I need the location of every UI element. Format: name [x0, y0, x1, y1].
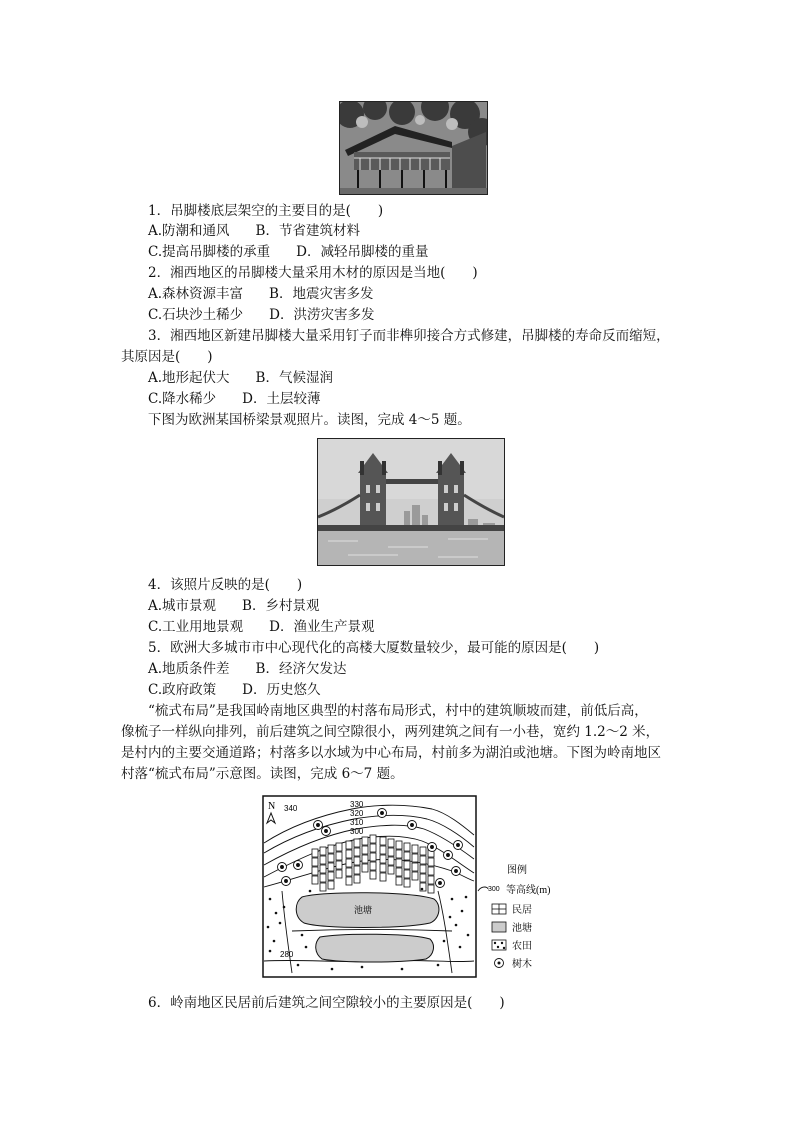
house-cell [412, 854, 418, 862]
house-cell [320, 847, 326, 855]
tree-dot [447, 854, 450, 857]
tree-dot [297, 864, 300, 867]
house-cell [388, 848, 394, 856]
tree-dot [431, 846, 434, 849]
house-cell [320, 883, 326, 891]
tree-dot [411, 824, 414, 827]
q1-options-cd [148, 243, 428, 261]
farmland-dot [467, 934, 470, 937]
tree-dot [281, 866, 284, 869]
house-cell [404, 852, 410, 860]
tree-dot [325, 830, 328, 833]
legend-contour: 等高线(m) [506, 885, 551, 896]
legend-pond-icon [492, 922, 506, 932]
farmland-dot [421, 888, 424, 891]
house-cell [370, 835, 376, 843]
house-cell [336, 870, 342, 878]
house-cell [328, 854, 334, 862]
farmland-dot [401, 968, 404, 971]
house-cell [404, 870, 410, 878]
house-cell [328, 845, 334, 853]
house-cell [412, 872, 418, 880]
north-label: N [268, 801, 276, 812]
q3-option-c[interactable]: C.降水稀少 [148, 391, 217, 407]
tree-dot [457, 844, 460, 847]
contour-label-280: 280 [280, 950, 294, 959]
intro-6-7-line4: 村落“梳式布局”示意图。读图，完成 6～7 题。 [121, 766, 404, 782]
house-cell [346, 841, 352, 849]
farmland-dot [455, 924, 458, 927]
house-cell [412, 863, 418, 871]
q2-options-cd [148, 306, 374, 324]
house-cell [328, 863, 334, 871]
house-cell [380, 864, 386, 872]
tree-dot [317, 824, 320, 827]
farmland-dot [465, 896, 468, 899]
house-cell [312, 876, 318, 884]
intro-4-5: 下图为欧洲某国桥梁景观照片。读图，完成 4～5 题。 [148, 412, 471, 428]
bridge-photo [317, 438, 505, 566]
house-cell [370, 844, 376, 852]
house-cell [362, 837, 368, 845]
farmland-dot [331, 968, 334, 971]
house-cell [412, 845, 418, 853]
farmland-dot [267, 926, 270, 929]
house-cell [312, 858, 318, 866]
q3-option-b[interactable]: B．气候湿润 [255, 370, 333, 386]
house-cell [388, 857, 394, 865]
legend-pond: 池塘 [512, 923, 532, 934]
q1-option-a[interactable]: A.防潮和通风 [148, 223, 230, 239]
house-cell [354, 848, 360, 856]
q2-stem: 2．湘西地区的吊脚楼大量采用木材的原因是当地( ) [148, 265, 478, 281]
q4-stem: 4．该照片反映的是( ) [148, 577, 303, 593]
q5-option-d[interactable]: D．历史悠久 [242, 682, 321, 698]
house-cell [428, 867, 434, 875]
house-cell [428, 858, 434, 866]
q2-options-ab [148, 285, 373, 303]
q2-option-d[interactable]: D．洪涝灾害多发 [269, 307, 375, 323]
house-cell [354, 857, 360, 865]
q1-option-c[interactable]: C.提高吊脚楼的承重 [148, 244, 271, 260]
house-cell [420, 856, 426, 864]
q6-stem: 6．岭南地区民居前后建筑之间空隙较小的主要原因是( ) [148, 995, 505, 1011]
stilt-house-photo [339, 101, 488, 195]
tree-dot [381, 812, 384, 815]
house-cell [320, 865, 326, 873]
farmland-dot [459, 946, 462, 949]
legend-title: 图例 [507, 865, 527, 876]
house-cell [396, 850, 402, 858]
village-layout-map [262, 795, 578, 979]
legend-house: 民居 [512, 905, 532, 916]
q4-options-cd [148, 618, 374, 636]
q1-stem: 1．吊脚楼底层架空的主要目的是( ) [148, 203, 384, 219]
q3-options-cd [148, 390, 320, 408]
q4-option-d[interactable]: D．渔业生产景观 [269, 619, 375, 635]
house-cell [362, 855, 368, 863]
farmland-dot [297, 964, 300, 967]
pond-label: 池塘 [354, 905, 373, 915]
q4-option-a[interactable]: A.城市景观 [148, 598, 217, 614]
q5-options-ab [148, 660, 346, 678]
legend-tree: 树木 [512, 959, 532, 970]
q5-option-b[interactable]: B．经济欠发达 [255, 661, 347, 677]
house-cell [320, 856, 326, 864]
farmland-dot [437, 964, 440, 967]
contour-label-300: 300 [350, 827, 364, 836]
farmland-dot [273, 940, 276, 943]
house-cell [380, 846, 386, 854]
farmland-dot [443, 940, 446, 943]
q2-option-c[interactable]: C.石块沙土稀少 [148, 307, 244, 323]
house-cell [396, 877, 402, 885]
house-cell [388, 866, 394, 874]
tree-dot [439, 882, 442, 885]
house-cell [396, 841, 402, 849]
q3-option-a[interactable]: A.地形起伏大 [148, 370, 230, 386]
house-cell [404, 861, 410, 869]
house-cell [336, 852, 342, 860]
farmland-dot [269, 898, 272, 901]
tree-dot [455, 870, 458, 873]
farmland-dot [449, 916, 452, 919]
legend-tree-icon [495, 959, 504, 968]
house-cell [362, 846, 368, 854]
house-cell [346, 850, 352, 858]
q5-options-cd [148, 681, 320, 699]
legend-farmland: 农田 [512, 941, 532, 952]
house-cell [328, 881, 334, 889]
house-cell [396, 859, 402, 867]
house-cell [362, 864, 368, 872]
q1-options-ab [148, 222, 360, 240]
q2-option-a[interactable]: A.森林资源丰富 [148, 286, 244, 302]
house-cell [428, 885, 434, 893]
tree-dot [285, 880, 288, 883]
intro-6-7-line2: 像梳子一样纵向排列，前后建筑之间空隙很小，两列建筑之间有一小巷，宽约 1.2～2 米， [121, 724, 660, 740]
house-cell [370, 862, 376, 870]
house-cell [420, 847, 426, 855]
legend-contour-value: 300 [488, 886, 500, 893]
q3-stem-line1: 3．湘西地区新建吊脚楼大量采用钉子而非榫卯接合方式修建，吊脚楼的寿命反而缩短， [148, 328, 670, 344]
farmland-dot [361, 966, 364, 969]
intro-6-7-line1: “梳式布局”是我国岭南地区典型的村落布局形式，村中的建筑顺坡而建，前低后高， [148, 703, 648, 719]
contour-label-310: 310 [350, 818, 364, 827]
house-cell [312, 849, 318, 857]
q3-stem-line2: 其原因是( ) [121, 349, 213, 365]
farmland-dot [279, 922, 282, 925]
house-cell [336, 843, 342, 851]
legend-house-icon [492, 904, 506, 914]
house-cell [354, 875, 360, 883]
farmland-dot [309, 890, 312, 893]
intro-6-7-line3: 是村内的主要交通道路；村落多以水域为中心布局，村前多为湖泊或池塘。下图为岭南地区 [121, 745, 661, 761]
house-cell [380, 873, 386, 881]
farmland-dot [269, 950, 272, 953]
contour-label-320: 320 [350, 809, 364, 818]
house-cell [346, 868, 352, 876]
legend-contour-symbol [478, 887, 488, 891]
q4-option-b[interactable]: B．乡村景观 [242, 598, 320, 614]
q4-options-ab [148, 597, 319, 615]
house-cell [388, 839, 394, 847]
house-cell [370, 853, 376, 861]
farmland-dot [451, 898, 454, 901]
q3-option-d[interactable]: D．土层较薄 [242, 391, 321, 407]
farmland-dot [275, 912, 278, 915]
house-cell [320, 874, 326, 882]
q5-stem: 5．欧洲大多城市市中心现代化的高楼大厦数量较少，最可能的原因是( ) [148, 640, 600, 656]
farmland-dot [301, 934, 304, 937]
house-cell [354, 866, 360, 874]
house-cell [380, 837, 386, 845]
contour-label-330: 330 [350, 800, 364, 809]
house-cell [404, 879, 410, 887]
house-cell [404, 843, 410, 851]
house-cell [380, 855, 386, 863]
farmland-dot [305, 946, 308, 949]
house-cell [396, 868, 402, 876]
house-cell [420, 874, 426, 882]
pond-lower [316, 934, 434, 962]
q3-options-ab [148, 369, 333, 387]
house-cell [346, 877, 352, 885]
legend-farmland-icon [492, 940, 506, 950]
q1-option-b[interactable]: B．节省建筑材料 [255, 223, 360, 239]
house-cell [370, 871, 376, 879]
q4-option-c[interactable]: C.工业用地景观 [148, 619, 244, 635]
house-cell [336, 861, 342, 869]
house-cell [354, 839, 360, 847]
house-cell [346, 859, 352, 867]
q5-option-a[interactable]: A.地质条件差 [148, 661, 230, 677]
house-cell [420, 865, 426, 873]
farmland-dot [461, 910, 464, 913]
q1-option-d[interactable]: D．减轻吊脚楼的重量 [296, 244, 429, 260]
house-cell [328, 872, 334, 880]
q2-option-b[interactable]: B．地震灾害多发 [269, 286, 374, 302]
contour-label-340: 340 [284, 804, 298, 813]
house-cell [428, 876, 434, 884]
q5-option-c[interactable]: C.政府政策 [148, 682, 217, 698]
house-cell [312, 867, 318, 875]
